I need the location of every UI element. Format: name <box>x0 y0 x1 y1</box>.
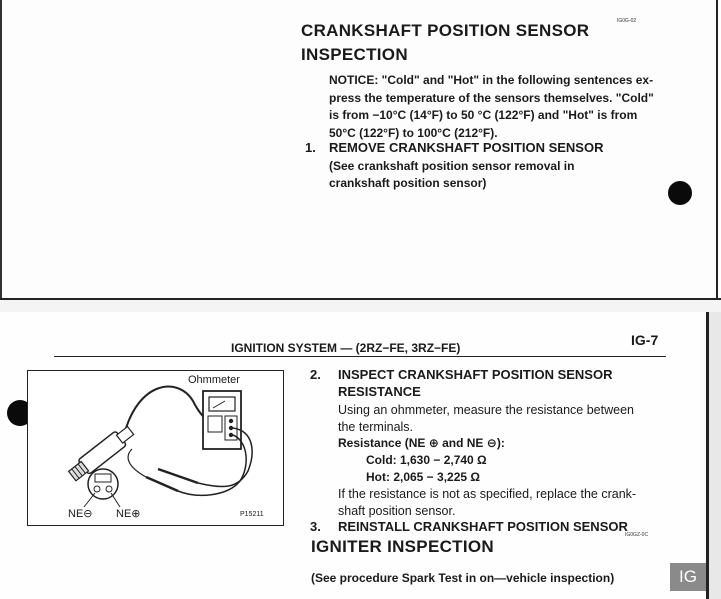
page-edge <box>709 312 721 599</box>
ne-minus-label: NE⊖ <box>68 508 93 520</box>
resistance-label: Resistance (NE ⊕ and NE ⊖): <box>338 436 505 450</box>
ne-minus-leader <box>84 493 95 507</box>
page-number: IG-7 <box>631 332 659 348</box>
ohmmeter-dial <box>208 416 222 432</box>
ne-plus-leader <box>111 493 120 507</box>
probe-tip-2 <box>146 477 178 491</box>
ne-plus-label: NE⊕ <box>116 508 141 520</box>
probe-tip-1 <box>158 469 198 483</box>
ohmmeter-display <box>209 397 235 411</box>
ohmmeter-label: Ohmmeter <box>188 374 240 386</box>
hot-resistance-value: Hot: 2,065 − 3,225 Ω <box>366 470 481 484</box>
step2-title-line1: INSPECT CRANKSHAFT POSITION SENSOR <box>338 367 613 382</box>
header-rule <box>54 356 666 357</box>
header-system-title: IGNITION SYSTEM — (2RZ−FE, 3RZ−FE) <box>231 341 461 355</box>
page-code: IG0G-02 <box>617 18 637 24</box>
step1-sub-line1: (See crankshaft position sensor removal in <box>329 159 575 173</box>
igniter-sub: (See procedure Spark Test in on—vehicle inspection) <box>311 571 615 585</box>
cold-resistance-value: Cold: 1,630 − 2,740 Ω <box>366 453 487 467</box>
figure-code: P15211 <box>240 511 264 518</box>
section-tab: IG <box>670 563 706 591</box>
notice-line: NOTICE: "Cold" and "Hot" in the following sentences ex- <box>329 73 654 87</box>
section-title-line1: CRANKSHAFT POSITION SENSOR <box>301 21 590 40</box>
step2-title-line2: RESISTANCE <box>338 384 421 399</box>
diagram-illustration <box>28 371 283 525</box>
step1-sub-line2: crankshaft position sensor) <box>329 176 487 190</box>
replace-note-line1: If the resistance is not as specified, replace the crank- <box>338 487 637 501</box>
notice-line: is from −10°C (14°F) to 50 °C (122°F) and "Hot" is from <box>329 108 638 122</box>
terminal-ne-minus <box>94 486 100 492</box>
probe-to-connector <box>128 449 146 477</box>
connector-key <box>95 474 111 482</box>
step3-code: IG0GZ-0C <box>625 532 649 538</box>
step2-desc-line1: Using an ohmmeter, measure the resistance between <box>338 403 634 417</box>
sensor-diagram <box>27 370 284 526</box>
binder-hole-top <box>668 181 692 205</box>
step3-number: 3. <box>310 519 321 534</box>
step3-title: REINSTALL CRANKSHAFT POSITION SENSOR <box>338 519 628 534</box>
igniter-title: IGNITER INSPECTION <box>311 537 494 556</box>
terminal-ne-plus <box>106 486 112 492</box>
step2-number: 2. <box>310 367 321 382</box>
notice-paragraph <box>329 72 689 142</box>
section-title-line2: INSPECTION <box>301 45 408 64</box>
step1-number: 1. <box>305 140 316 155</box>
step2-desc-line2: the terminals. <box>338 420 414 434</box>
notice-line: press the temperature of the sensors themselves. "Cold" <box>329 90 654 105</box>
notice-line: 50°C (122°F) to 100°C (212°F). <box>329 125 498 140</box>
replace-note-line2: shaft position sensor. <box>338 504 456 518</box>
step1-title: REMOVE CRANKSHAFT POSITION SENSOR <box>329 140 604 155</box>
